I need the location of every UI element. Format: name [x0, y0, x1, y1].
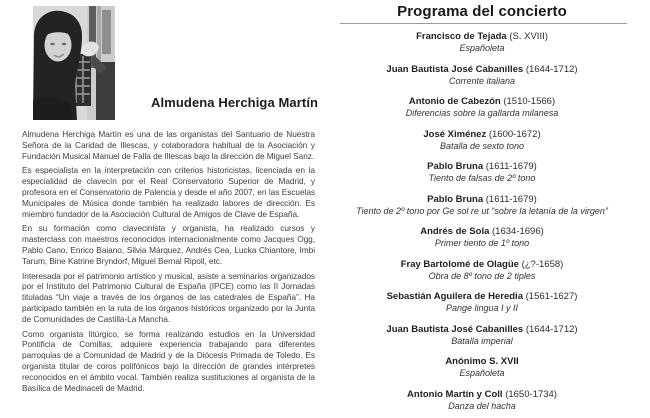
composer-line [332, 64, 632, 76]
composer-dates: (1611-1679) [485, 161, 537, 172]
composer-line [332, 161, 632, 173]
portrait-photo-graphic [33, 6, 115, 120]
composer-line [332, 96, 632, 108]
bio-header [0, 0, 330, 120]
piece-title: Batalla imperial [451, 335, 513, 346]
program-entry [332, 96, 632, 119]
composer-dates: (1634-1696) [492, 226, 544, 237]
composer-dates: (1611-1679) [485, 193, 537, 205]
composer-name: Juan Bautista José Cabanilles [386, 323, 524, 335]
composer-line [332, 194, 632, 206]
composer-line [332, 324, 632, 336]
bio-paragraph: Interesada por el patrimonio artístico y musical, asiste a seminarios organizados por el Instituto del Patrimonio Cultural de España (IPCE) como las II Jornadas tituladas “Un viaje a través de los órganos de las catedrales de España”. Ha participado también en la ruta de los órganos históricos organizado por la Junta de Comunidades de Castilla-La Mancha. [22, 270, 315, 324]
composer-dates: (1510-1566) [503, 96, 556, 107]
piece-title: Primer tiento de 1º tono [434, 238, 530, 248]
bio-paragraph: Almudena Herchiga Martín es una de las organistas del Santuario de Nuestra Señora de la Caridad de Illescas, y colaboradora habitual de la Asociación y Fundación Musical Manuel de Falla de Illescas bajo la dirección de Miguel Sanz. [22, 129, 315, 161]
piece-title: Danza del hacha [448, 400, 516, 411]
composer-dates: (1644-1712) [525, 323, 578, 335]
composer-line [332, 226, 632, 238]
bio-paragraph: Es especialista en la interpretación con criterios historicistas, licenciada en la especialidad de clavecín por el Real Conservatorio Superior de Madrid, y profesora en el Conservatorio de Palencia y desde el año 2007, en las Escuelas Municipales de Música donde también ha realizado labores de dirección. Es miembro fundador de la Asociación Cultural de Amigos de Clave de España. [22, 165, 315, 219]
composer-name: Francisco de Tejada [416, 31, 507, 42]
bio-paragraph: Como organista litúrgico, se forma realizando estudios en la Universidad Pontificia de Comillas, adquiere experiencia trabajando para diferentes parroquias de a Comunidad de Madrid y de la Diócesis Primada de Toledo. Es organista titular de coros polifónicos bajo la dirección de grandes intérpretes reconocidos en el ámbito vocal. También realiza sustituciones al organista de la Basílica de Medinaceli de Madrid. [22, 328, 315, 393]
composer-name: Andrés de Sola [420, 226, 490, 237]
composer-line [332, 291, 632, 303]
program-title: Programa del concierto [397, 3, 567, 20]
bio-paragraph: En su formación como clavecinista y organista, ha realizado cursos y masterclass con maestros reconocidos internacionalmente como Jacques Ogg, Pablo Cano, Enrico Baiano, Silvia Márquez, Andrés Cea, Lucka Chiantore, Imbi Tarum, Bine Katrine Bryndorf, Miguel Bernal Ripoll, etc. [22, 223, 315, 266]
composer-name: Antonio Martín y Coll [407, 388, 503, 400]
composer-line [332, 356, 632, 368]
bio-paragraphs [0, 120, 330, 393]
piece-title: Pange lingua I y II [445, 303, 519, 313]
program-entry [332, 389, 632, 412]
program-entry [332, 226, 632, 249]
composer-dates: (1650-1734) [505, 388, 557, 400]
composer-line [332, 389, 632, 401]
composer-name: Juan Bautista José Cabanilles [386, 63, 524, 75]
program-entry [332, 64, 632, 87]
piece-title: Tiento de falsas de 2º tono [428, 173, 536, 183]
composer-name: Fray Bartolomé de Olagüe [400, 258, 519, 270]
composer-line [332, 259, 632, 271]
composer-dates: (S. XVIII) [509, 31, 548, 42]
piece-title: Españoleta [459, 43, 505, 53]
composer-line [332, 31, 632, 43]
program-list [332, 24, 632, 412]
program-entry [332, 356, 632, 379]
composer-line [332, 129, 632, 141]
composer-name: Pablo Bruna [427, 161, 484, 172]
program-entry [332, 194, 632, 217]
program-entry [332, 291, 632, 314]
piece-title: Corrente italiana [448, 75, 516, 86]
piece-title: Batalla de sexto tono [439, 140, 525, 151]
composer-name: Sebastián Aguilera de Heredia [386, 291, 523, 302]
piece-title: Diferencias sobre la gallarda milanesa [405, 108, 559, 118]
program-entry [332, 324, 632, 347]
piece-title: Españoleta [459, 368, 505, 378]
program-entry [332, 259, 632, 282]
program-entry [332, 161, 632, 184]
composer-dates: (¿?-1658) [521, 258, 564, 270]
composer-dates: (1561-1627) [525, 291, 578, 302]
composer-name: Pablo Bruna [427, 193, 484, 205]
program-page [332, 0, 632, 418]
composer-name: Antonio de Cabezón [408, 96, 501, 107]
program-entry [332, 129, 632, 152]
portrait-photo [33, 6, 115, 120]
bio-heading: Almudena Herchiga Martín [151, 95, 319, 110]
piece-title: Tiento de 2º tono por Ge sol re ut “sobre la letanía de la virgen” [356, 205, 608, 216]
composer-dates: (1600-1672) [488, 128, 541, 140]
program-entry [332, 31, 632, 54]
composer-name: José Ximénez [423, 128, 487, 140]
piece-title: Obra de 8º tono de 2 tiples [428, 270, 536, 281]
composer-dates: (1644-1712) [525, 63, 578, 75]
composer-name: Anónimo S. XVII [445, 356, 519, 367]
